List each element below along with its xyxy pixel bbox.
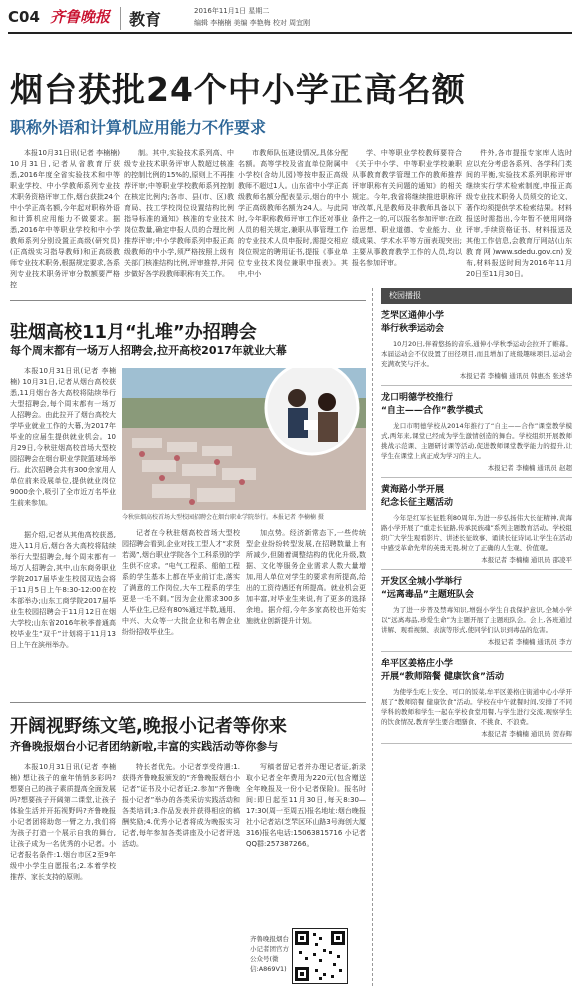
news-item: [381, 658, 572, 744]
news-item-title-line2: 开展“教师陪餐 健康饮食”活动: [381, 672, 504, 682]
article1-col-4: 学、中等职业学校教师要符合《关于中小学、中等职业学校兼职从事教育教学管理工作的教师推荐评审职称有关问题的通知》的相关规定。今年,我省将继续推进职称评审改革,凡是教师及非教师具备以下条件之一的,可以报名参加评审:在政治思想、职业道德、专业能力、业绩成果、学术水平等方面表现突出;主要从事教育教学工作的人员,均以报名参加评审。: [352, 149, 462, 267]
article1-col-2: 制。其中,实验技术系列高、中级专业技术职务评审人数超过核准的控制比例的15%的,原则上不再推荐评审;中等职业学校教师系列控制在核定比例内;各市、县(市、区)教育局、技工学校岗位设置结构比例指导标准的通知》核准的专业技术岗位数量,确定申报人员的合理比例推荐评审;中小学教师系列申报正高级教师的中小学,须严格按照上级有关部门核准结构比例,评审推荐,并同步做好各学段教师职称有关工作。: [124, 149, 234, 278]
article2-col-2: 据介绍,记者从其他高校获悉,进入11月后,烟台各大高校将陆续举行大型招聘会,每个周末都有一场万人招聘会,其中,山东商务职业学院2017届毕业生校园双选会将于11月5日上午8:30-12:00在校本部举办;山东工商学院2017届毕业生校园招聘会于11月12日在烟大学校;山东省2016年秋季普通高校毕业生“双千”计划将于11月13日上午在滨州举办。: [10, 531, 116, 649]
news-item-body: 龙口市明德学校从2014年推行了“自主——合作”课堂教学模式,两年来,课堂已经成为学生激情创造的舞台。学校组织开展教师挑战示范课、主题研讨课等活动,促进教师课堂教学能力的提升,让学生在课堂上真正成为学习的主人。: [381, 422, 572, 460]
news-item-body: 为了进一步普及禁毒知识,增强小学生自我保护意识,全城小学以“远离毒品,珍爱生命”为主题开展了主题班队会。会上,各班通过讲解、观看视频、表演等形式,使同学们认识到毒品的危害。: [381, 606, 572, 634]
news-item-byline: 本报记者 李楠楠 通讯员 贺春辉: [381, 729, 572, 744]
news-item-byline: 本报记者 李楠楠 通讯员 赵超: [381, 463, 572, 478]
news-item-byline: 本报记者 李楠楠 通讯员 李方: [381, 637, 572, 652]
job-fair-photo: [122, 368, 366, 510]
news-item: [381, 392, 572, 478]
article3-col-3: 写稿者留记者并办理记者证,新录取小记者全年费用为220元(包含赠送全年晚报及一份小记者保险)。报名时间:即日起至11月30日,每天8:30—17:30(周一至周五)报名地址:烟台晚报社小记者站(芝罘区环山路3号海创大厦316)报名电话:15063815716 小记者QQ群:257387266。: [246, 763, 366, 848]
section-title: 教育: [120, 7, 161, 30]
article2-col-3: 记者在今秋驻烟高校首场大型校园招聘会看到,企业对技工型人才“求贤若渴”,烟台职业学院各个工科系别的学生供不应求。“电气工程系、船舶工程系的学生基本上都在毕业前订走,落实了满意的工作岗位,大车工程系的学生更是一毛不剩。”因为企业需求300多人毕业生,已经有80%通过半数,通用、中兴、大众等一大批企业和名牌企业纷纷招收毕业生。: [122, 529, 240, 636]
news-item: [381, 310, 572, 386]
article1-col-5: 件外,各市提报专家库人选时应以充分考虑各系列、各学科门类间的平衡,实验技术系列职称评审继续实行学术检索制度,申报正高级专业技术职务人员须交的论文、著作均须提供学术检索结果。材料报送时需指出,今年暂不使用网络评审,手续资格证书、材料报送及其他工作信息,会教育厅网站(山东教育网)www.sdedu.gov.cn)发布,材料报送时间为2016年11月20日至11月30日。: [466, 149, 572, 278]
article2-headline: 驻烟高校11月“扎堆”办招聘会: [10, 322, 257, 343]
news-item-title: 芝罘区通伸小学: [381, 311, 445, 321]
photo-caption: 今秋驻烟高校首场大型校园招聘会在烟台职业学院举行。本报记者 李楠楠 摄: [122, 514, 324, 521]
article1-col-1: 本报10月31日讯(记者 李楠楠) 10月31日,记者从省教育厅获悉,2016年度全省实验技术和中等职业学校、中小学教师系列专业技术职务资格评审工作,烟台获批24个中小学正高名额,今年起对职称外语和计算机应用能力不做要求。据悉,2016年中等职业学校和中小学教师系列分别设置正高级(研究员)(正高级实习指导教师)和正高级教师专业技术职务,根据规定要求,各系列专业技术职务评审分数额要严格控: [10, 149, 120, 289]
news-item-title: 黄海路小学开展: [381, 485, 445, 495]
news-item-title-line2: 举行秋季运动会: [381, 324, 445, 334]
campus-news-sidebar: [372, 288, 572, 986]
article1-col-3: 市教师队伍建设情况,具体分配名额。高等学校及省直单位附属中小学校(含幼儿园)等按申报正高级教师不超过1人。山东省中小学正高级教师名额分配表显示,烟台的中小学正高级教师名额为24人。与此同时,今年职称教师评审工作还对事业人员的相关规定,兼职从事管理工作的专业技术人员申报时,需提交相应岗位规定的聘用证书,提报《事业单位专业技术岗位兼职申报表》。其中,中小: [238, 149, 348, 278]
article3-subheadline: 齐鲁晚报烟台小记者团纳新啦,丰富的实践活动等你参与: [10, 740, 279, 753]
news-item-byline: 本报记者 李楠楠 通讯员 邵凌平: [381, 555, 572, 570]
news-item-title: 牟平区姜格庄小学: [381, 659, 454, 669]
qr-label: 齐鲁晚报烟台小记者团官方公众号(微信:A869V1): [250, 935, 289, 973]
divider: [10, 702, 366, 703]
article3-headline: 开阔视野练文笔,晚报小记者等你来: [10, 716, 287, 737]
page-header: [8, 4, 572, 34]
news-item-title: 龙口明德学校推行: [381, 393, 454, 403]
article1-subheadline: 职称外语和计算机应用能力不作要求: [10, 118, 267, 137]
news-item-body: 为使学生吃上安全、可口的饭菜,牟平区姜格庄街道中心小学开展了“教师陪餐 健康饮食”活动。学校在中午就餐时间,安排了不同学科的教师和学生一起在学校食堂用餐,与学生进行交流,观察学生的饮食情况,教育学生要合理膳食、不挑食、不浪费。: [381, 688, 572, 726]
divider: [10, 300, 366, 301]
article2-col-1: 本报10月31日讯(记者 李楠楠) 10月31日,记者从烟台高校获悉,11月烟台各大高校将陆续举行大型招聘会,每个周末都有一场万人招聘会。由此拉开了烟台高校大学毕业就业工作的大幕,为2017年毕业的应届生提供就业机会。10月29日,今秋驻烟高校首场大型校园招聘会在烟台职业学院篮球场举行。此次招聘会共有300余家用人单位前来设展单位,提供就业岗位9000余个,吸引了全市近万名毕业生前来参加。: [10, 367, 116, 507]
news-item-title-line2: “远离毒品”主题班队会: [381, 590, 474, 600]
news-item-title-line2: 纪念长征主题活动: [381, 498, 454, 508]
article3-col-2: 特长者优先。小记者享受待遇:1.获得齐鲁晚报颁发的“齐鲁晚报烟台小记者”证书及小记者证;2.参加“齐鲁晚报小记者”举办的各类采访实践活动和各类培训;3.作品发表并获得相应的稿酬奖励;4.优秀小记者将成为晚报实习记者,每年参加各类讲座及小记者评选活动。: [122, 763, 240, 848]
article3-col-1: 本报10月31日讯(记者 李楠楠) 想让孩子的童年悄悄多彩吗?想要自己的孩子素质提高全面发展吗?想要孩子开阔第二课堂,让孩子体验生活并开拓视野吗?齐鲁晚报小记者团将助您一臂之力,我们将为孩子打造一个展示自我的舞台,让孩子成为一名优秀的小记者。小记者报名条件:1.烟台市区2至9年级中小学生自愿报名;2.本着学校推荐、家长支持的原则。: [10, 763, 116, 881]
sidebar-header: 校园播报: [381, 288, 572, 304]
news-item-byline: 本报记者 李楠楠 通讯员 韩惠杰 张述华: [381, 371, 572, 386]
article1-headline: 烟台获批24个中小学正高名额: [10, 70, 466, 109]
news-item-title: 开发区全城小学举行: [381, 577, 463, 587]
article2-col-4: 加点势。经济新常态下,一些传统型企业纷纷转型发展,在招聘数量上有所减少,但随着调整结构的优化升级,数据、文化等服务企业需求人数大量增加,用人单位对学生的要求有所提高,给出的工资待遇还有所提高。就业机会更加丰富,对毕业生来说,有了更多的选择余地。据介绍,今年多家高校也开始实施就业创新提升计划。: [246, 529, 366, 625]
news-item-body: 今年是红军长征胜利80周年,为进一步弘扬伟大长征精神,黄海路小学开展了“重走长征路,传承民族魂”系列主题教育活动。学校组织广大学生观看影片、讲述长征故事、诵读长征诗词,让学生在活动中感受革命先辈的英勇无畏,树立了正确的人生观、价值观。: [381, 514, 572, 552]
news-item: [381, 576, 572, 652]
news-item-body: 10月20日,伴着悠扬的音乐,通伸小学秋季运动会拉开了帷幕。本届运动会不仅设置了田径项目,而且增加了班级趣味项目,运动会充满欢笑与汗水。: [381, 340, 572, 368]
issue-date: 2016年11月1日 星期二: [194, 7, 270, 15]
page-number: C04: [8, 8, 40, 26]
news-item: [381, 484, 572, 570]
article2-subheadline: 每个周末都有一场万人招聘会,拉开高校2017年就业大幕: [10, 344, 287, 357]
staff-credits: 编辑 李楠楠 美编 李艳梅 校对 周宜刚: [194, 19, 311, 27]
qr-code[interactable]: [292, 928, 348, 984]
newspaper-logo: 齐鲁晚报: [50, 8, 111, 26]
news-item-title-line2: “自主——合作”教学模式: [381, 406, 483, 416]
